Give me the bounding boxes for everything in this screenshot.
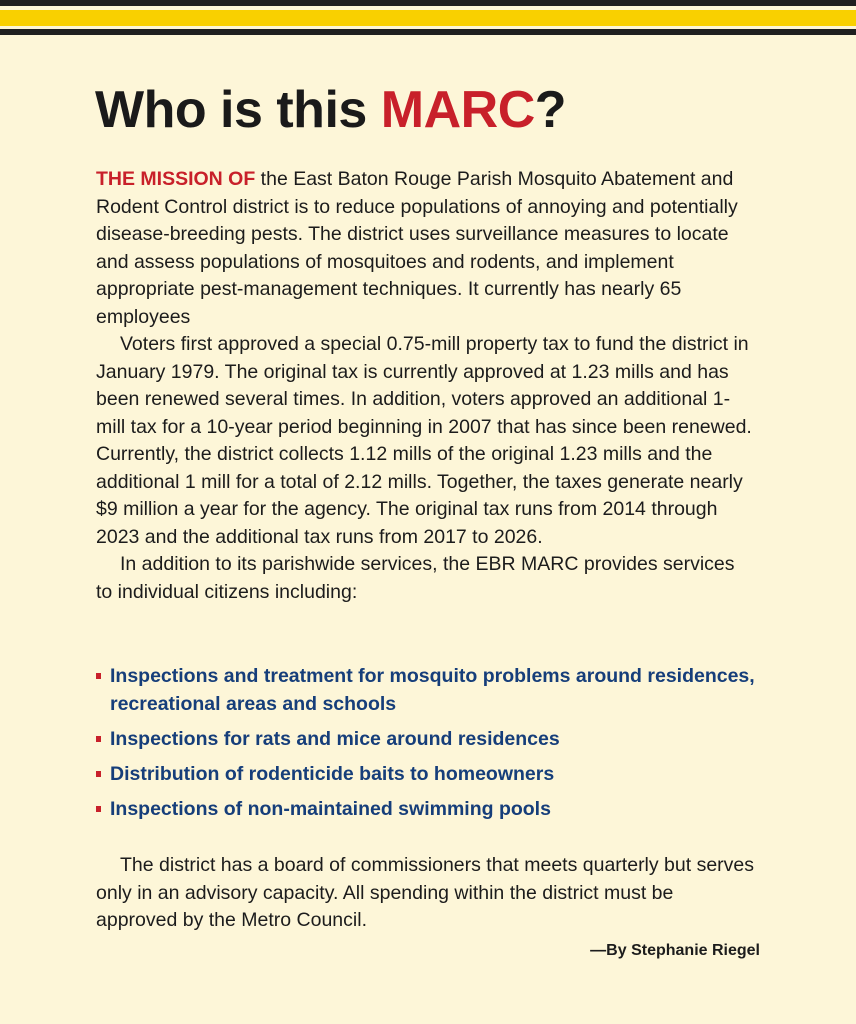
tax-paragraph: Voters first approved a special 0.75-mill property tax to fund the district in January 1979. The original tax is currently approved at 1.23 mills and has been renewed several times. In addition, voters approved an additional 1-mill tax for a 10-year period beginning in 2007 that has since been renewed. Currently, the district collects 1.12 mills of the original 1.23 mills and the additional 1 mill for a total of 2.12 mills. Together, the taxes generate nearly $9 million a year for the agency. The original tax runs from 2014 through 2023 and the additional tax runs from 2017 to 2026.: [96, 333, 752, 548]
title-accent: MARC: [380, 81, 535, 139]
intro-text: the East Baton Rouge Parish Mosquito Abatement and Rodent Control district is to reduce populations of annoying and potentially disease-breeding pests. The district uses surveillance measures to locate and assess populations of mosquitoes and rodents, and implement appropriate pest-management techniques. It currently has nearly 65 employees: [96, 168, 738, 328]
list-item: [96, 662, 756, 718]
stripe-yellow: [0, 10, 856, 26]
intro-lead: THE MISSION OF: [96, 168, 256, 190]
list-item: [96, 760, 756, 788]
bullet-icon: [96, 771, 101, 777]
article-body: [96, 166, 756, 606]
title-prefix: Who is this: [95, 81, 381, 139]
bullet-icon: [96, 806, 101, 812]
page-title: [95, 80, 566, 140]
service-text: Distribution of rodenticide baits to homeowners: [110, 763, 555, 785]
byline: —By Stephanie Riegel: [590, 942, 760, 959]
list-item: [96, 725, 756, 753]
closing-paragraph: The district has a board of commissioners that meets quarterly but serves only in an advisory capacity. All spending within the district must be approved by the Metro Council.: [96, 854, 755, 931]
header-stripes: [0, 0, 856, 36]
service-text: Inspections of non-maintained swimming pools: [110, 798, 551, 820]
bullet-icon: [96, 673, 101, 679]
service-text: Inspections for rats and mice around residences: [110, 728, 560, 750]
title-suffix: ?: [534, 81, 567, 139]
bullet-icon: [96, 736, 101, 742]
list-item: [96, 795, 756, 823]
services-intro-paragraph: In addition to its parishwide services, the EBR MARC provides services to individual citizens including:: [96, 553, 735, 603]
service-text: Inspections and treatment for mosquito problems around residences, recreational areas and schools: [110, 665, 755, 715]
services-list: [96, 662, 756, 830]
stripe-black-bottom: [0, 29, 856, 35]
intro-paragraph: [96, 166, 756, 331]
